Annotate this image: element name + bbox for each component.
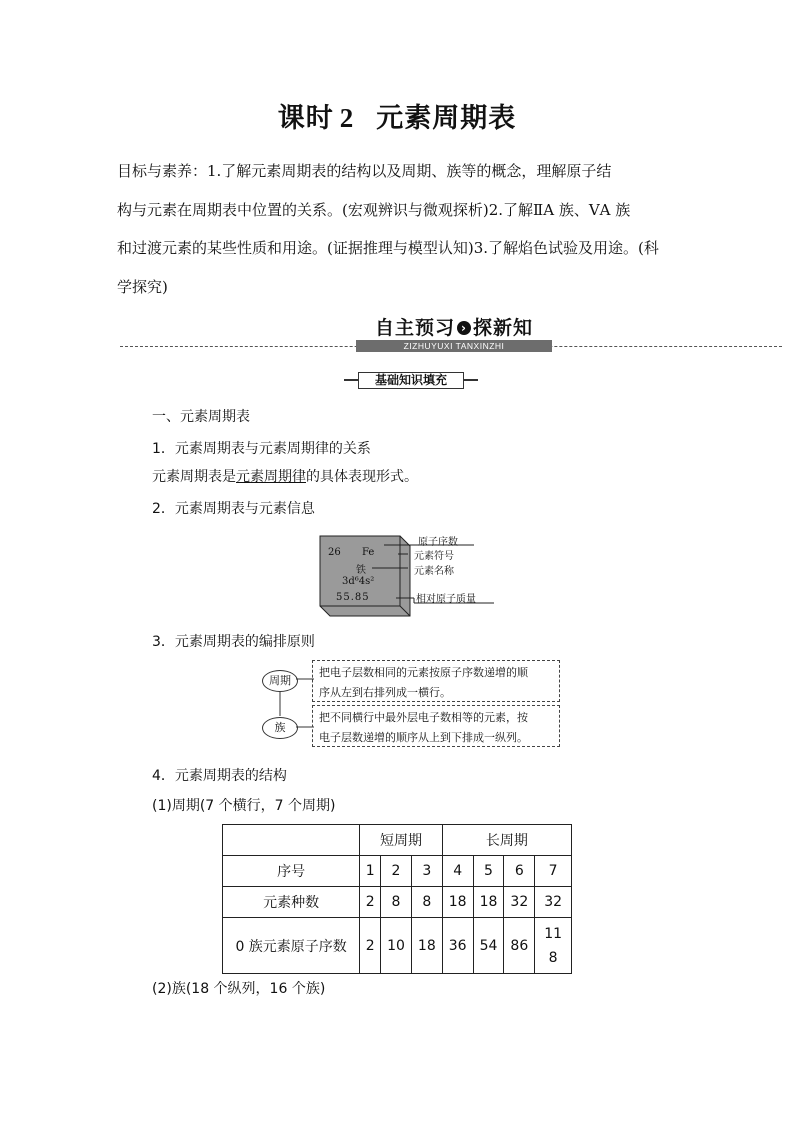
label-atomic-mass: 相对原子质量	[416, 594, 476, 605]
definition-line: 电子层数递增的顺序从上到下排成一纵列。	[319, 731, 528, 744]
definition-line: 把不同横行中最外层电子数相等的元素，按	[319, 711, 528, 724]
table-cell: 1	[360, 856, 381, 887]
section-heading: 一、元素周期表	[152, 409, 250, 425]
cell-name: 铁	[356, 565, 366, 576]
table-cell: 18	[442, 887, 473, 918]
definition-line: 把电子层数相同的元素按原子序数递增的顺	[319, 666, 528, 679]
long-period-header: 长周期	[442, 825, 571, 856]
table-cell: 5	[473, 856, 504, 887]
banner-left-text: 自主预习	[374, 317, 455, 339]
element-cell-diagram	[316, 530, 506, 620]
group-subheading: (2)族(18 个纵列，16 个族)	[152, 981, 326, 997]
table-cell: 7	[535, 856, 572, 887]
subsection-heading: 1．元素周期表与元素周期律的关系	[152, 441, 371, 457]
section-banner	[356, 316, 552, 354]
table-cell: 36	[442, 918, 473, 974]
table-row	[223, 887, 572, 918]
table-cell: 2	[381, 856, 412, 887]
banner-title	[356, 316, 552, 340]
title-prefix: 课时	[277, 103, 334, 134]
cell-number: 26	[328, 547, 341, 558]
table-row	[223, 918, 572, 974]
basics-label-text: 基础知识填充	[358, 372, 464, 389]
title-number: 2	[339, 103, 355, 133]
table-cell: 11 8	[535, 918, 572, 974]
subsection-heading: 4．元素周期表的结构	[152, 768, 287, 784]
banner-arrow-icon: ›	[457, 321, 471, 335]
page-title	[0, 96, 794, 135]
table-cell: 10	[381, 918, 412, 974]
banner-right-text: 探新知	[473, 317, 534, 339]
table-cell: 86	[504, 918, 535, 974]
cell-mass: 55.85	[336, 592, 370, 603]
text-part: 的具体表现形式。	[306, 469, 418, 485]
table-cell: 18	[473, 887, 504, 918]
group-oval: 族	[262, 717, 298, 739]
subsection-heading: 2．元素周期表与元素信息	[152, 501, 315, 517]
label-atomic-number: 原子序数	[418, 537, 458, 548]
label-element-name: 元素名称	[414, 566, 454, 577]
table-cell: 4	[442, 856, 473, 887]
period-definition-box	[312, 660, 560, 702]
learning-goals	[117, 152, 679, 306]
table-cell: 54	[473, 918, 504, 974]
table-cell: 18	[411, 918, 442, 974]
goal-line: 和过渡元素的某些性质和用途。(证据推理与模型认知)3.了解焰色试验及用途。(科	[117, 239, 659, 257]
label-element-symbol: 元素符号	[414, 551, 454, 562]
text-part: 元素周期表是	[152, 469, 236, 485]
goal-line: 学探究)	[117, 277, 168, 296]
relation-text	[152, 466, 418, 486]
table-cell: 2	[360, 918, 381, 974]
table-cell	[223, 825, 360, 856]
title-main: 元素周期表	[376, 103, 517, 134]
definition-line: 序从左到右排列成一横行。	[319, 686, 451, 699]
row-label: 序号	[223, 856, 360, 887]
table-cell: 32	[535, 887, 572, 918]
cell-symbol: Fe	[362, 547, 375, 558]
table-row	[223, 856, 572, 887]
table-cell: 8	[411, 887, 442, 918]
row-label: 0 族元素原子序数	[223, 918, 360, 974]
table-cell: 2	[360, 887, 381, 918]
period-subheading: (1)周期(7 个横行，7 个周期)	[152, 798, 336, 814]
basics-right-rule	[462, 379, 478, 381]
table-cell: 3	[411, 856, 442, 887]
goal-line: 目标与素养：1.了解元素周期表的结构以及周期、族等的概念，理解原子结	[117, 162, 612, 180]
underlined-term: 元素周期律	[236, 469, 306, 485]
goal-line: 构与元素在周期表中位置的关系。(宏观辨识与微观探析)2.了解ⅡA 族、ⅤA 族	[117, 200, 631, 219]
table-row	[223, 825, 572, 856]
table-cell: 6	[504, 856, 535, 887]
group-definition-box	[312, 705, 560, 747]
period-oval: 周期	[262, 670, 298, 692]
table-cell: 32	[504, 887, 535, 918]
banner-pinyin: ZIZHUYUXI TANXINZHI	[356, 340, 552, 352]
subsection-heading: 3．元素周期表的编排原则	[152, 634, 315, 650]
row-label: 元素种数	[223, 887, 360, 918]
short-period-header: 短周期	[360, 825, 443, 856]
table-cell: 8	[381, 887, 412, 918]
basics-label	[344, 372, 478, 389]
cell-config: 3d⁶4s²	[342, 576, 375, 587]
period-table	[222, 824, 572, 974]
